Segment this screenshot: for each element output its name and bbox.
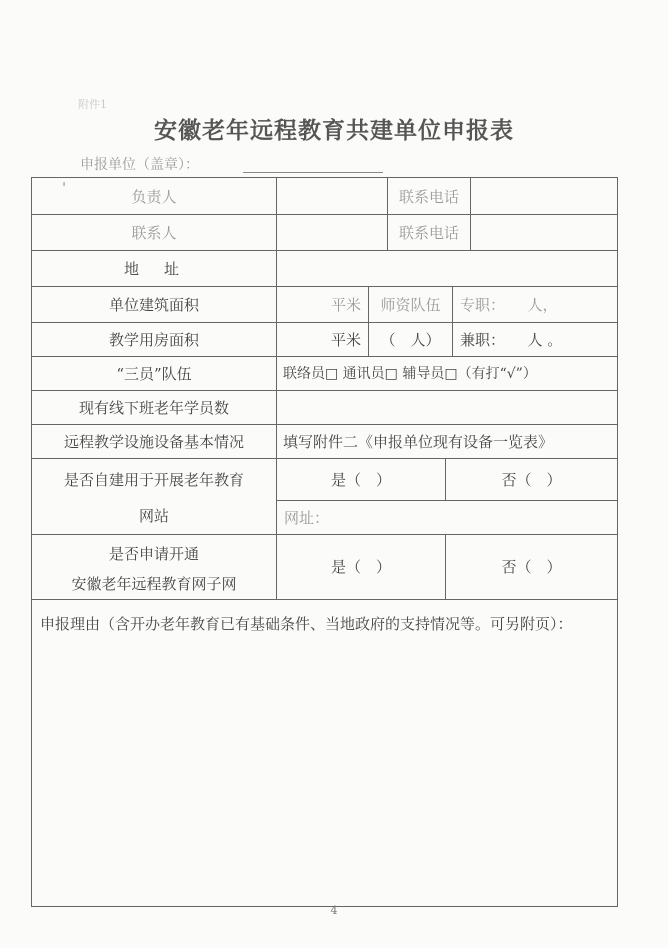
website-question-line1: 是否自建用于开展老年教育	[63, 470, 244, 489]
part-time-staff: 兼职： 人 。	[460, 330, 563, 349]
address-field[interactable]	[277, 250, 617, 286]
row-divider	[32, 599, 617, 600]
contact-phone-field[interactable]	[471, 214, 617, 250]
contact-phone-field[interactable]	[471, 178, 617, 214]
subnet-question-line1: 是否申请开通	[108, 544, 199, 563]
website-yes-option[interactable]: 是（ ）	[330, 470, 391, 489]
responsible-person-field[interactable]	[277, 178, 387, 214]
building-area-unit: 平米	[330, 295, 361, 314]
page-number: 4	[330, 904, 338, 917]
teaching-staff-label: 师资队伍	[380, 295, 441, 314]
contact-person-field[interactable]	[277, 214, 387, 250]
corner-mark: 附件1	[78, 98, 107, 111]
page-title: 安徽老年远程教育共建单位申报表	[154, 117, 514, 144]
subnet-yes-option[interactable]: 是（ ）	[330, 558, 391, 576]
full-time-staff: 专职： 人，	[460, 295, 558, 314]
website-no-option[interactable]: 否（ ）	[501, 470, 562, 489]
building-area-label: 单位建筑面积	[108, 295, 199, 314]
offline-students-label: 现有线下班老年学员数	[78, 398, 229, 417]
staff-count: （ 人）	[380, 330, 441, 349]
website-question-line2: 网站	[138, 506, 169, 525]
subnet-no-option[interactable]: 否（ ）	[501, 558, 562, 576]
address-label: 地 址	[123, 259, 184, 278]
row-marker: '	[61, 179, 67, 197]
classroom-area-label: 教学用房面积	[108, 330, 199, 349]
three-staff-label: “三员”队伍	[116, 364, 192, 383]
applicant-label: 申报单位（盖章）：	[80, 157, 199, 173]
applicant-underline	[243, 172, 383, 173]
responsible-person-label: 负责人	[131, 187, 177, 206]
subnet-question-line2: 安徽老年远程教育网子网	[71, 574, 237, 593]
contact-person-label: 联系人	[131, 223, 177, 242]
website-url-field[interactable]: 网址：	[284, 509, 330, 527]
offline-students-field[interactable]	[277, 390, 617, 424]
contact-phone-label: 联系电话	[398, 223, 459, 242]
contact-phone-label: 联系电话	[398, 187, 459, 206]
classroom-area-unit: 平米	[330, 330, 361, 349]
facilities-note: 填写附件二《申报单位现有设备一览表》	[283, 432, 554, 451]
facilities-label: 远程教学设施设备基本情况	[63, 432, 244, 451]
column-divider	[452, 286, 453, 356]
three-staff-checkboxes[interactable]: 联络员□ 通讯员□ 辅导员□（有打“√”）	[283, 366, 537, 382]
application-reason[interactable]: 申报理由（含开办老年教育已有基础条件、当地政府的支持情况等。可另附页）：	[40, 615, 573, 633]
application-form	[31, 177, 618, 907]
